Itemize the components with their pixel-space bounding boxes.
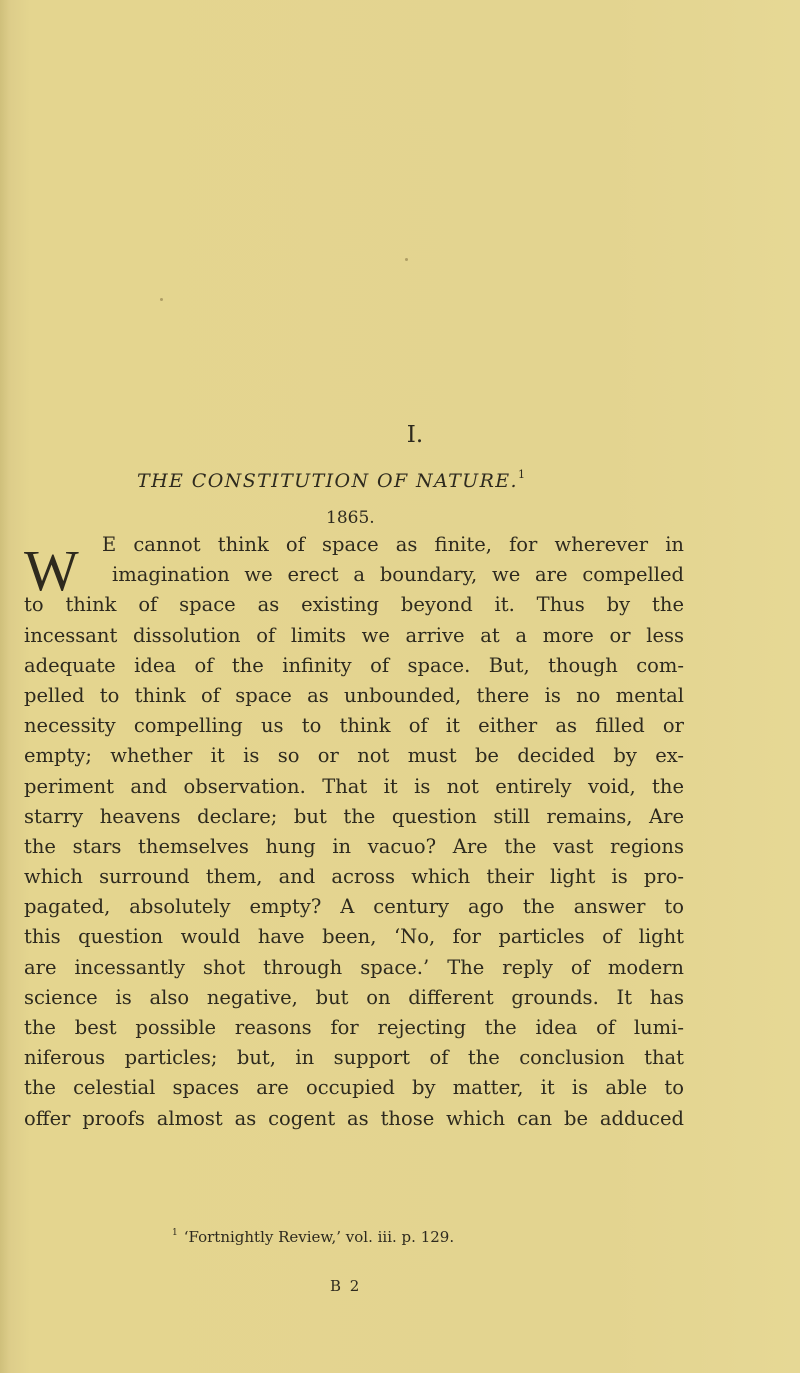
text-line: the stars themselves hung in vacuo? Are the vast regions bbox=[24, 834, 684, 858]
footnote-text: ‘Fortnightly Review,’ vol. iii. p. 129. bbox=[183, 1228, 455, 1246]
text-line: incessant dissolution of limits we arrive at a more or less bbox=[24, 623, 684, 647]
text-line: empty; whether it is so or not must be decided by ex- bbox=[24, 744, 684, 768]
text-line: starry heavens declare; but the question still remains, Are bbox=[24, 804, 684, 828]
text-line: E cannot think of space as finite, for wherever in bbox=[102, 533, 684, 556]
text-line: adequate idea of the infinity of space. But, though com- bbox=[24, 653, 684, 677]
text-line: pagated, absolutely empty? A century ago the answer to bbox=[24, 895, 684, 919]
footnote-mark: 1 bbox=[172, 1228, 178, 1238]
footnote-reference: 1 bbox=[518, 468, 525, 481]
text-line: science is also negative, but on different grounds. It has bbox=[24, 985, 684, 1009]
text-line: to think of space as existing beyond it. Thus by the bbox=[24, 593, 684, 617]
paper-speck bbox=[160, 298, 163, 301]
chapter-year: 1865. bbox=[326, 508, 375, 528]
text-line: are incessantly shot through space.’ The reply of modern bbox=[24, 955, 684, 979]
drop-cap: W bbox=[24, 538, 79, 603]
text-line: pelled to think of space as unbounded, there is no mental bbox=[24, 683, 684, 707]
signature-mark: B 2 bbox=[330, 1277, 362, 1295]
text-line: necessity compelling us to think of it either as filled or bbox=[24, 714, 684, 738]
chapter-title-text: THE CONSTITUTION OF NATURE. bbox=[137, 470, 518, 492]
text-line: the best possible reasons for rejecting the idea of lumi- bbox=[24, 1016, 684, 1039]
text-line: periment and observation. That it is not entirely void, the bbox=[24, 774, 684, 798]
body-paragraph bbox=[24, 530, 684, 1134]
paper-speck bbox=[405, 258, 408, 261]
text-line: niferous particles; but, in support of the conclusion that bbox=[24, 1046, 684, 1070]
footnote bbox=[172, 1228, 454, 1246]
chapter-number: I. bbox=[406, 422, 424, 448]
text-line: the celestial spaces are occupied by matter, it is able to bbox=[24, 1076, 684, 1100]
chapter-title bbox=[137, 470, 525, 492]
text-line: offer proofs almost as cogent as those which can be adduced bbox=[24, 1106, 684, 1130]
text-line: which surround them, and across which their light is pro- bbox=[24, 865, 684, 889]
text-line: imagination we erect a boundary, we are compelled bbox=[112, 563, 684, 587]
text-line: this question would have been, ‘No, for particles of light bbox=[24, 925, 684, 949]
